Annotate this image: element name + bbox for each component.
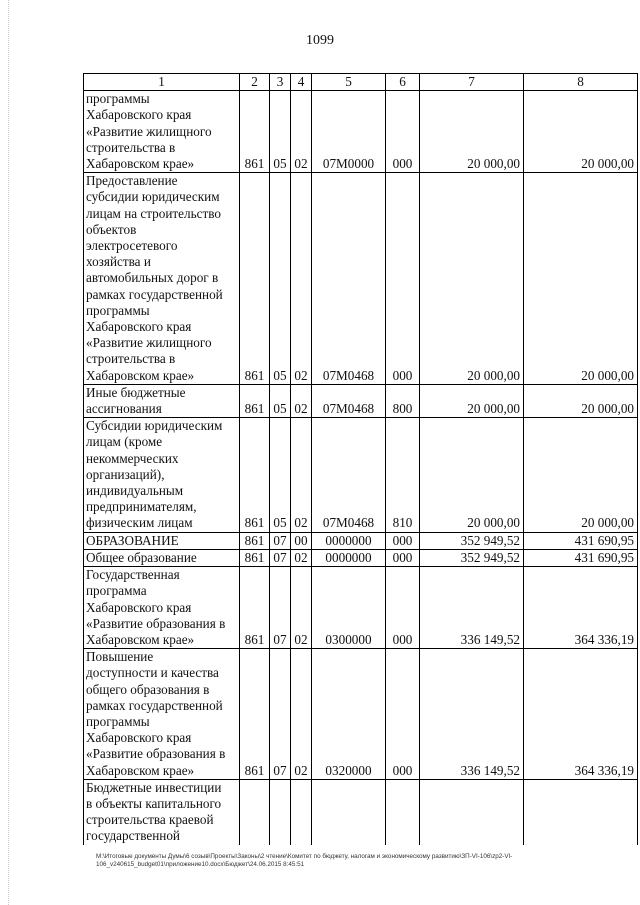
- table-row: [84, 532, 638, 549]
- table-row: [84, 173, 638, 385]
- header-cell: 6: [386, 74, 420, 91]
- table-row: [84, 779, 638, 844]
- cell-amount-2: 431 690,95: [524, 532, 638, 549]
- cell-amount-1: 20 000,00: [420, 384, 524, 417]
- cell-amount-2: 20 000,00: [524, 173, 638, 385]
- cell-target-item: 0000000: [312, 532, 386, 549]
- cell-expense-type: 000: [386, 91, 420, 173]
- cell-amount-1: [420, 779, 524, 844]
- header-cell: 4: [291, 74, 312, 91]
- cell-amount-2: 364 336,19: [524, 567, 638, 649]
- header-cell: 2: [240, 74, 270, 91]
- header-cell: 5: [312, 74, 386, 91]
- cell-admin-code: 861: [240, 567, 270, 649]
- table-row: [84, 384, 638, 417]
- table-row: [84, 567, 638, 649]
- cell-admin-code: 861: [240, 532, 270, 549]
- cell-expense-type: 000: [386, 649, 420, 780]
- cell-subsection: 02: [291, 549, 312, 566]
- table-body: [84, 74, 638, 845]
- row-name: Повышение доступности и качества общего образования в рамках государственной программы Хабаровского края «Развитие образования в Хабаровском крае»: [84, 649, 240, 780]
- table-row: [84, 549, 638, 566]
- cell-subsection: 02: [291, 384, 312, 417]
- cell-amount-2: 20 000,00: [524, 91, 638, 173]
- table-row: [84, 649, 638, 780]
- cell-section: 05: [270, 384, 291, 417]
- cell-amount-1: 352 949,52: [420, 532, 524, 549]
- cell-subsection: [291, 779, 312, 844]
- cell-amount-2: [524, 779, 638, 844]
- row-name: Общее образование: [84, 549, 240, 566]
- cell-amount-1: 20 000,00: [420, 91, 524, 173]
- scan-margin-line: [8, 0, 10, 905]
- cell-amount-2: 20 000,00: [524, 418, 638, 532]
- cell-section: 07: [270, 649, 291, 780]
- cell-section: [270, 779, 291, 844]
- row-name: Предоставление субсидии юридическим лицам на строительство объектов электросетевого хозяйства и автомобильных дорог в рамках государственной программы Хабаровского края «Развитие жилищного строительства в Хабаровском крае»: [84, 173, 240, 385]
- cell-amount-1: 20 000,00: [420, 418, 524, 532]
- cell-section: 05: [270, 173, 291, 385]
- cell-expense-type: 000: [386, 549, 420, 566]
- cell-admin-code: 861: [240, 91, 270, 173]
- cell-expense-type: 000: [386, 532, 420, 549]
- cell-section: 07: [270, 549, 291, 566]
- cell-target-item: [312, 779, 386, 844]
- cell-section: 07: [270, 567, 291, 649]
- cell-admin-code: 861: [240, 649, 270, 780]
- cell-expense-type: 800: [386, 384, 420, 417]
- cell-subsection: 02: [291, 649, 312, 780]
- header-cell: 1: [84, 74, 240, 91]
- cell-section: 07: [270, 532, 291, 549]
- cell-subsection: 02: [291, 91, 312, 173]
- cell-expense-type: 810: [386, 418, 420, 532]
- cell-section: 05: [270, 418, 291, 532]
- cell-expense-type: [386, 779, 420, 844]
- page-number: 1099: [306, 33, 334, 48]
- table-row: [84, 91, 638, 173]
- cell-target-item: 0300000: [312, 567, 386, 649]
- row-name: Субсидии юридическим лицам (кроме некоммерческих организаций), индивидуальным предпринимателям, физическим лицам: [84, 418, 240, 532]
- cell-target-item: 07М0468: [312, 384, 386, 417]
- table-header-row: [84, 74, 638, 91]
- cell-amount-2: 20 000,00: [524, 384, 638, 417]
- row-name: программы Хабаровского края «Развитие жилищного строительства в Хабаровском крае»: [84, 91, 240, 173]
- cell-admin-code: [240, 779, 270, 844]
- cell-subsection: 02: [291, 418, 312, 532]
- cell-admin-code: 861: [240, 418, 270, 532]
- budget-table: [83, 73, 638, 845]
- header-cell: 7: [420, 74, 524, 91]
- cell-admin-code: 861: [240, 173, 270, 385]
- cell-admin-code: 861: [240, 549, 270, 566]
- row-name: Государственная программа Хабаровского края «Развитие образования в Хабаровском крае»: [84, 567, 240, 649]
- cell-target-item: 07М0468: [312, 418, 386, 532]
- header-cell: 8: [524, 74, 638, 91]
- cell-amount-1: 336 149,52: [420, 567, 524, 649]
- cell-expense-type: 000: [386, 567, 420, 649]
- cell-subsection: 02: [291, 567, 312, 649]
- cell-section: 05: [270, 91, 291, 173]
- cell-subsection: 00: [291, 532, 312, 549]
- cell-amount-1: 352 949,52: [420, 549, 524, 566]
- row-name: ОБРАЗОВАНИЕ: [84, 532, 240, 549]
- cell-amount-2: 431 690,95: [524, 549, 638, 566]
- cell-expense-type: 000: [386, 173, 420, 385]
- cell-amount-2: 364 336,19: [524, 649, 638, 780]
- cell-amount-1: 20 000,00: [420, 173, 524, 385]
- row-name: Иные бюджетные ассигнования: [84, 384, 240, 417]
- cell-subsection: 02: [291, 173, 312, 385]
- document-path-footer: M:\Итоговые документы Думы\6 созыв\Проекты\Законы\2 чтение\Комитет по бюджету, налогам и экономическому развитию\ЗП-VI-106\zp2-VI-106_v240615_budget01\приложение10.docx\Бюджет\24.06.2015 8:45:51: [96, 853, 513, 868]
- cell-target-item: 07М0000: [312, 91, 386, 173]
- cell-target-item: 0000000: [312, 549, 386, 566]
- header-cell: 3: [270, 74, 291, 91]
- cell-target-item: 07М0468: [312, 173, 386, 385]
- cell-target-item: 0320000: [312, 649, 386, 780]
- row-name: Бюджетные инвестиции в объекты капитального строительства краевой государственной: [84, 779, 240, 844]
- cell-amount-1: 336 149,52: [420, 649, 524, 780]
- table-row: [84, 418, 638, 532]
- cell-admin-code: 861: [240, 384, 270, 417]
